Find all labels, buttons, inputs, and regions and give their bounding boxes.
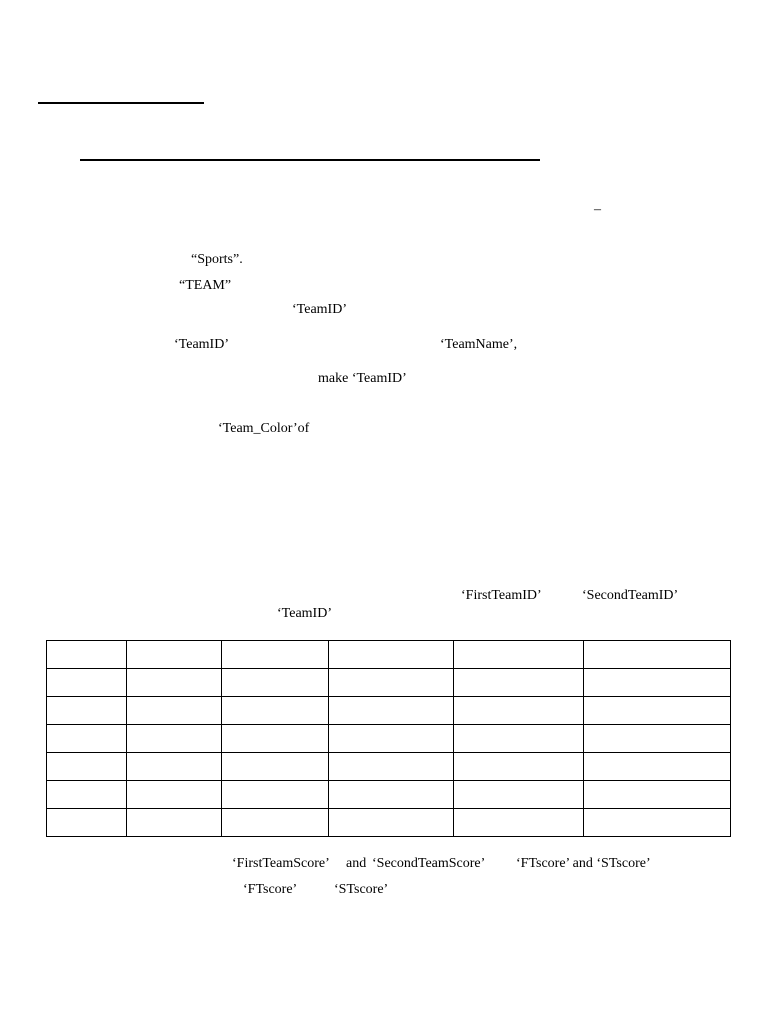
table-cell xyxy=(329,669,454,697)
table-cell xyxy=(329,641,454,669)
table-cell xyxy=(454,641,584,669)
first-team-score-field: ‘FirstTeamScore’ xyxy=(232,856,330,871)
table-cell xyxy=(584,669,731,697)
ftscore-field: ‘FTscore’ xyxy=(243,882,298,897)
table-cell xyxy=(329,725,454,753)
table-cell xyxy=(222,725,329,753)
table-cell xyxy=(47,697,127,725)
table-cell xyxy=(454,669,584,697)
dash-text: – xyxy=(594,202,601,217)
table-cell xyxy=(222,809,329,837)
table-cell xyxy=(584,753,731,781)
team-table-name: “TEAM” xyxy=(179,278,232,293)
table-cell xyxy=(127,669,222,697)
table-cell xyxy=(127,809,222,837)
table-cell xyxy=(47,781,127,809)
table-cell xyxy=(222,669,329,697)
table-row xyxy=(47,697,731,725)
table-cell xyxy=(454,781,584,809)
table-row xyxy=(47,641,731,669)
table-cell xyxy=(47,641,127,669)
blank-table xyxy=(46,640,731,837)
teamid-field-3: ‘TeamID’ xyxy=(277,606,332,621)
table-cell xyxy=(584,781,731,809)
table-cell xyxy=(222,753,329,781)
table-cell xyxy=(584,725,731,753)
table-row xyxy=(47,725,731,753)
subheading-underline xyxy=(80,159,540,161)
table-cell xyxy=(127,753,222,781)
table-cell xyxy=(329,809,454,837)
table-cell xyxy=(222,697,329,725)
table-cell xyxy=(329,753,454,781)
table-cell xyxy=(454,697,584,725)
table-cell xyxy=(584,641,731,669)
table-cell xyxy=(454,753,584,781)
table-row xyxy=(47,669,731,697)
table-cell xyxy=(329,781,454,809)
sports-database-name: “Sports”. xyxy=(191,252,243,267)
table-cell xyxy=(329,697,454,725)
table-cell xyxy=(454,725,584,753)
second-team-score-field: ‘SecondTeamScore’ xyxy=(372,856,486,871)
table-cell xyxy=(454,809,584,837)
table-row xyxy=(47,809,731,837)
table-cell xyxy=(222,641,329,669)
first-team-id-field: ‘FirstTeamID’ xyxy=(461,588,542,603)
and-text: and xyxy=(346,856,367,871)
table-cell xyxy=(127,641,222,669)
heading-underline xyxy=(38,102,204,104)
teamid-field-1: ‘TeamID’ xyxy=(292,302,347,317)
table-cell xyxy=(47,669,127,697)
table-row xyxy=(47,781,731,809)
table-cell xyxy=(47,809,127,837)
ftscore-and-stscore-text: ‘FTscore’ and ‘STscore’ xyxy=(516,856,651,871)
second-team-id-field: ‘SecondTeamID’ xyxy=(582,588,679,603)
table-cell xyxy=(47,725,127,753)
table-cell xyxy=(127,725,222,753)
make-teamid-text: make ‘TeamID’ xyxy=(318,371,407,386)
table-cell xyxy=(127,781,222,809)
table-cell xyxy=(584,697,731,725)
table-cell xyxy=(222,781,329,809)
teamid-field-2: ‘TeamID’ xyxy=(174,337,229,352)
table-row xyxy=(47,753,731,781)
team-color-field: ‘Team_Color’of xyxy=(218,421,310,436)
teamname-field: ‘TeamName’, xyxy=(440,337,518,352)
stscore-field: ‘STscore’ xyxy=(334,882,389,897)
table-cell xyxy=(47,753,127,781)
table-cell xyxy=(584,809,731,837)
table-cell xyxy=(127,697,222,725)
